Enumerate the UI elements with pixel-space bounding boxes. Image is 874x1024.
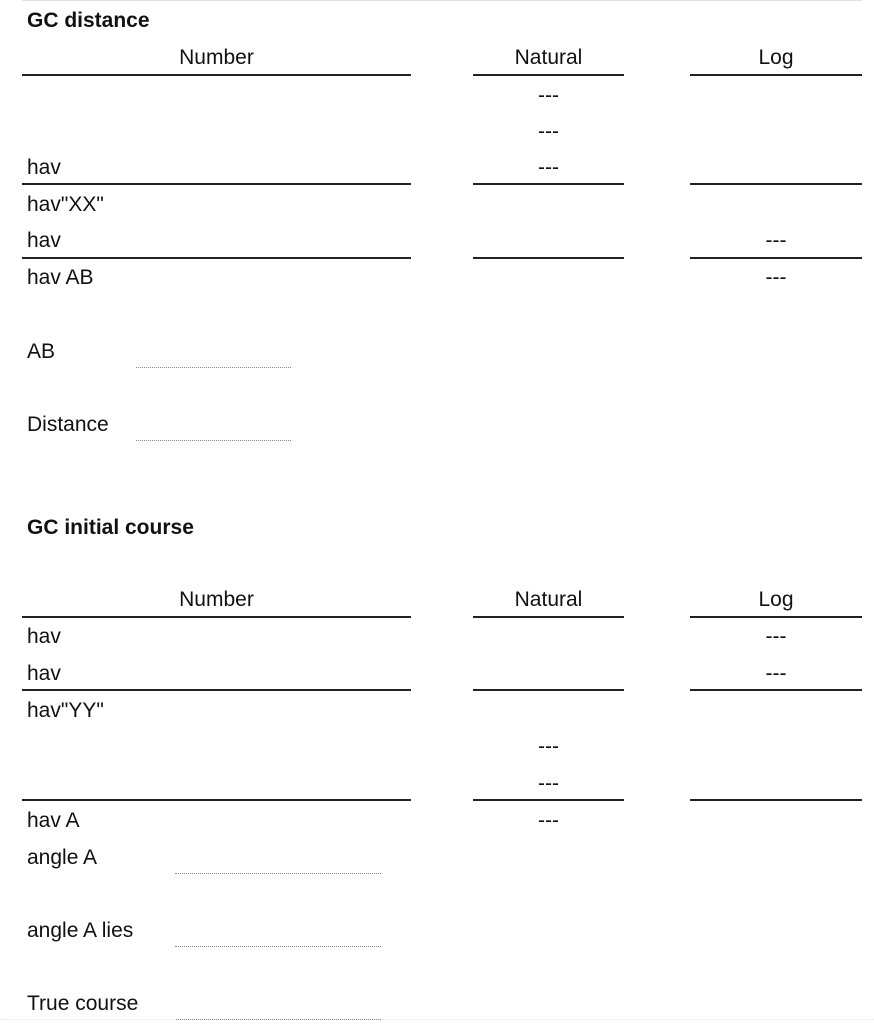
distance-header-rule-log xyxy=(690,74,862,76)
course-natural-dash-3: --- xyxy=(538,809,559,832)
course-rule-1-number xyxy=(22,689,411,691)
distance-row-hav-xx: hav"XX" xyxy=(27,193,104,216)
distance-rule-2-natural xyxy=(473,257,624,259)
distance-row-hav-2: hav xyxy=(27,229,61,252)
angle-a-fill-in-line[interactable] xyxy=(175,873,381,874)
distance-header-rule-number xyxy=(22,74,411,76)
distance-row-hav-1: hav xyxy=(27,156,61,179)
distance-row-ab: AB xyxy=(27,340,56,363)
course-natural-dash-1: --- xyxy=(538,735,559,758)
distance-rule-2-number xyxy=(22,257,411,259)
course-header-rule-natural xyxy=(473,616,624,618)
course-rule-2-number xyxy=(22,799,411,801)
distance-rule-1-log xyxy=(690,183,862,185)
distance-log-dash-1: --- xyxy=(765,229,787,252)
course-rule-2-log xyxy=(690,799,862,801)
course-row-true-course: True course xyxy=(27,992,139,1015)
distance-row-hav-ab: hav AB xyxy=(27,266,94,289)
course-row-hav-yy: hav"YY" xyxy=(27,699,104,722)
course-row-angle-a: angle A xyxy=(27,846,98,869)
distance-rule-1-number xyxy=(22,183,411,185)
bottom-page-edge xyxy=(0,1019,874,1020)
distance-log-dash-2: --- xyxy=(765,266,787,289)
course-col-number: Number xyxy=(179,588,254,611)
course-log-dash-1: --- xyxy=(765,625,787,648)
course-rule-1-natural xyxy=(473,689,624,691)
distance-row-distance: Distance xyxy=(27,413,109,436)
distance-col-natural: Natural xyxy=(514,46,583,69)
angle-a-lies-fill-in-line[interactable] xyxy=(175,946,381,947)
gc-distance-title: GC distance xyxy=(27,9,150,32)
distance-natural-dash-3: --- xyxy=(538,156,559,179)
course-log-dash-2: --- xyxy=(765,662,787,685)
gc-initial-course-title: GC initial course xyxy=(27,516,194,539)
course-header-rule-number xyxy=(22,616,411,618)
distance-fill-in-line[interactable] xyxy=(136,440,291,441)
distance-col-log: Log xyxy=(758,46,794,69)
course-rule-2-natural xyxy=(473,799,624,801)
distance-header-rule-natural xyxy=(473,74,624,76)
ab-fill-in-line[interactable] xyxy=(136,367,291,368)
distance-natural-dash-1: --- xyxy=(538,84,559,107)
course-header-rule-log xyxy=(690,616,862,618)
distance-col-number: Number xyxy=(179,46,254,69)
distance-rule-2-log xyxy=(690,257,862,259)
course-natural-dash-2: --- xyxy=(538,772,559,795)
distance-natural-dash-2: --- xyxy=(538,120,559,143)
course-rule-1-log xyxy=(690,689,862,691)
course-row-hav-a: hav A xyxy=(27,809,80,832)
course-col-log: Log xyxy=(758,588,794,611)
top-divider xyxy=(22,0,862,1)
distance-rule-1-natural xyxy=(473,183,624,185)
course-row-angle-a-lies: angle A lies xyxy=(27,919,134,942)
course-row-hav-1: hav xyxy=(27,625,61,648)
course-row-hav-2: hav xyxy=(27,662,61,685)
course-col-natural: Natural xyxy=(514,588,583,611)
